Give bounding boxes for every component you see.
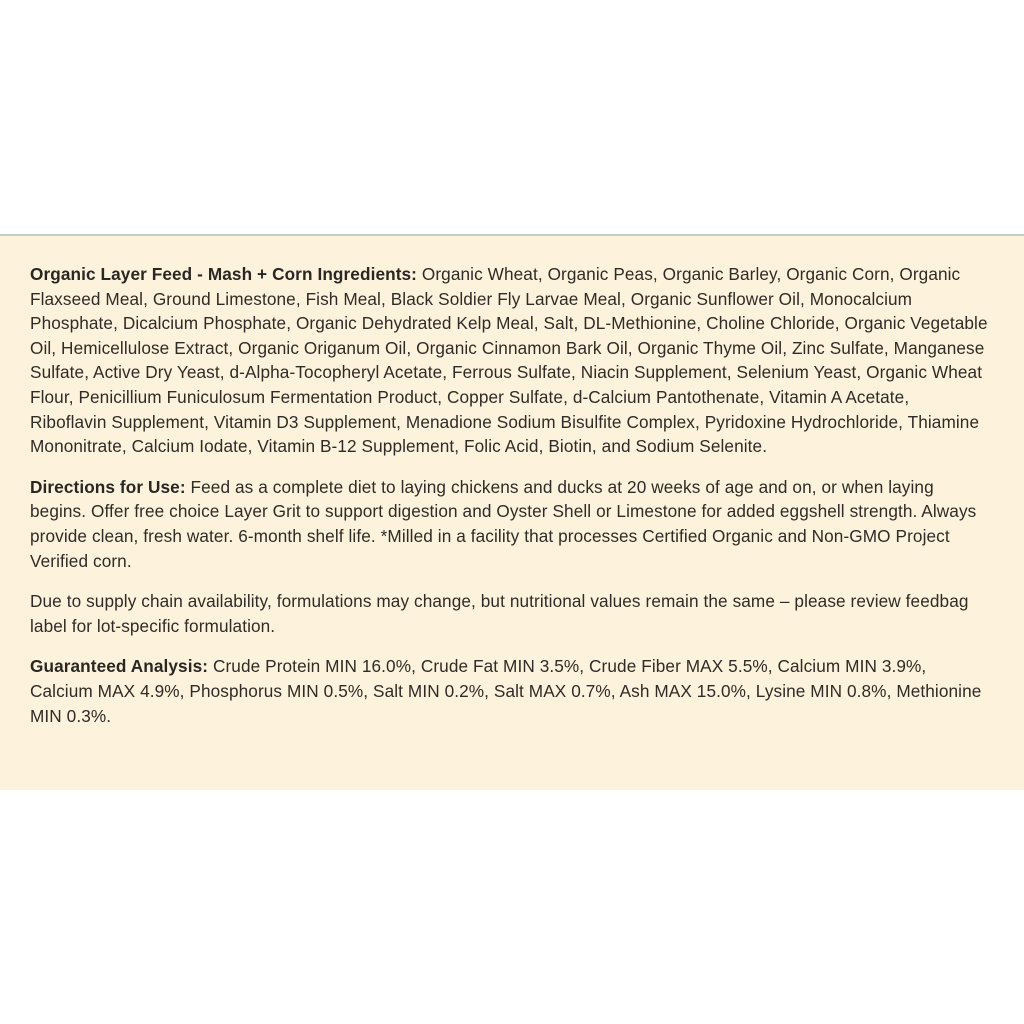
guaranteed-analysis-text: Crude Protein MIN 16.0%, Crude Fat MIN 3.5%, Crude Fiber MAX 5.5%, Calcium MIN 3.9%, Calcium MAX 4.9%, Phosphorus MIN 0.5%, Salt MIN 0.2%, Salt MAX 0.7%, Ash MAX 15.0%, Lysine MIN 0.8%, Methionine MIN 0.3%. <box>30 656 982 726</box>
label-content <box>0 236 1024 728</box>
ingredients-paragraph <box>30 262 990 459</box>
label-panel <box>0 234 1024 790</box>
supply-note-paragraph <box>30 589 990 638</box>
ingredients-text: Organic Wheat, Organic Peas, Organic Barley, Organic Corn, Organic Flaxseed Meal, Ground Limestone, Fish Meal, Black Soldier Fly Larvae Meal, Organic Sunflower Oil, Monocalcium Phosphate, Dicalcium Phosphate, Organic Dehydrated Kelp Meal, Salt, DL-Methionine, Choline Chloride, Organic Vegetable Oil, Hemicellulose Extract, Organic Origanum Oil, Organic Cinnamon Bark Oil, Organic Thyme Oil, Zinc Sulfate, Manganese Sulfate, Active Dry Yeast, d-Alpha-Tocopheryl Acetate, Ferrous Sulfate, Niacin Supplement, Selenium Yeast, Organic Wheat Flour, Penicillium Funiculosum Fermentation Product, Copper Sulfate, d-Calcium Pantothenate, Vitamin A Acetate, Riboflavin Supplement, Vitamin D3 Supplement, Menadione Sodium Bisulfite Complex, Pyridoxine Hydrochloride, Thiamine Mononitrate, Calcium Iodate, Vitamin B-12 Supplement, Folic Acid, Biotin, and Sodium Selenite. <box>30 264 988 457</box>
directions-heading: Directions for Use: <box>30 476 186 497</box>
directions-text: Feed as a complete diet to laying chickens and ducks at 20 weeks of age and on, or when laying begins. Offer free choice Layer Grit to support digestion and Oyster Shell or Limestone for added eggshell strength. Always provide clean, fresh water. 6-month shelf life. *Milled in a facility that processes Certified Organic and Non-GMO Project Verified corn. <box>30 476 977 571</box>
guaranteed-analysis-heading: Guaranteed Analysis: <box>30 656 209 677</box>
supply-note-text: Due to supply chain availability, formulations may change, but nutritional values remain the same – please review feedbag label for lot-specific formulation. <box>30 591 969 636</box>
guaranteed-analysis-paragraph <box>30 654 990 728</box>
directions-paragraph <box>30 475 990 573</box>
ingredients-heading: Organic Layer Feed - Mash + Corn Ingredients: <box>30 264 418 284</box>
